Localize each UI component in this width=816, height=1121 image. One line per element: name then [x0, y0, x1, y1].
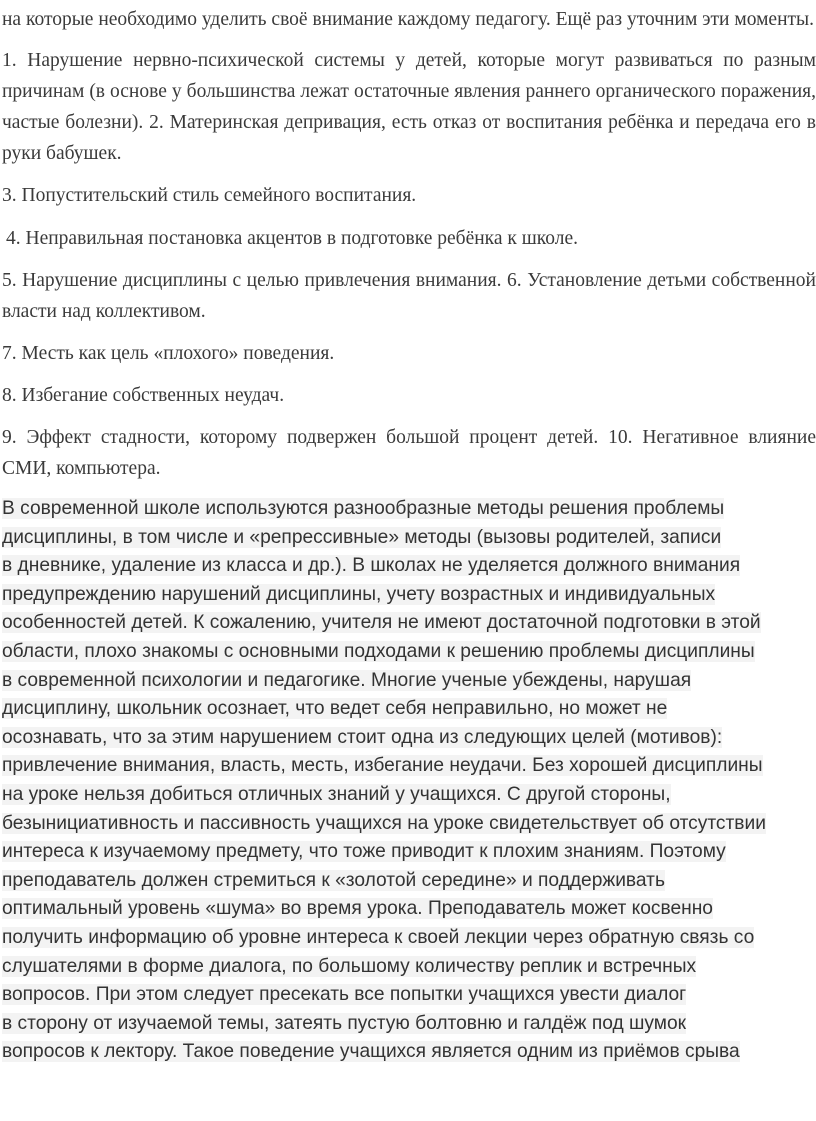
body-line: особенностей детей. К сожалению, учителя не имеют достаточной подготовки в этой	[2, 612, 761, 634]
body-paragraph	[0, 495, 816, 1067]
body-line: в сторону от изучаемой темы, затеять пустую болтовню и галдёж под шумок	[2, 1012, 687, 1034]
body-line: преподаватель должен стремиться к «золотой середине» и поддерживать	[2, 869, 665, 891]
body-line: получить информацию об уровне интереса к своей лекции через обратную связь со	[2, 926, 755, 948]
body-line: в дневнике, удаление из класса и др.). В школах не уделяется должного внимания	[2, 555, 741, 577]
intro-paragraph: на которые необходимо уделить своё внимание каждому педагогу. Ещё раз уточним эти моменты.	[2, 9, 815, 30]
body-line: оптимальный уровень «шума» во время урока. Преподаватель может косвенно	[2, 898, 713, 920]
list-item-4: 4. Неправильная постановка акцентов в подготовке ребёнка к школе.	[6, 228, 578, 249]
body-line: вопросов. При этом следует пресекать все попытки учащихся увести диалог	[2, 984, 687, 1006]
body-line: интереса к изучаемому предмету, что тоже приводит к плохим знаниям. Поэтому	[2, 841, 726, 863]
body-line: области, плохо знакомы с основными подходами к решению проблемы дисциплины	[2, 640, 755, 662]
body-line: вопросов к лектору. Такое поведение учащихся является одним из приёмов срыва	[2, 1041, 740, 1063]
body-line: В современной школе используются разнообразные методы решения проблемы	[2, 498, 725, 519]
list-item-3: 3. Попустительский стиль семейного воспитания.	[2, 185, 417, 206]
body-line: предупреждению нарушений дисциплины, учету возрастных и индивидуальных	[2, 583, 716, 605]
list-item-5-6: 5. Нарушение дисциплины с целью привлечения внимания. 6. Установление детьми собственной власти над коллективом.	[2, 270, 816, 322]
list-item-9-10: 9. Эффект стадности, которому подвержен большой процент детей. 10. Негативное влияние СМИ, компьютера.	[2, 427, 816, 479]
body-line: привлечение внимания, власть, месть, избегание неудачи. Без хорошей дисциплины	[2, 755, 763, 777]
body-line: осознавать, что за этим нарушением стоит одна из следующих целей (мотивов):	[2, 726, 723, 748]
body-line: слушателями в форме диалога, по большому количеству реплик и встречных	[2, 955, 697, 977]
body-line: на уроке нельзя добиться отличных знаний у учащихся. С другой стороны,	[2, 783, 671, 805]
body-line: дисциплину, школьник осознает, что ведет себя неправильно, но может не	[2, 698, 668, 720]
list-item-8: 8. Избегание собственных неудач.	[2, 385, 285, 406]
body-line: в современной психологии и педагогике. Многие ученые убеждены, нарушая	[2, 669, 692, 691]
body-line: безынициативность и пассивность учащихся на уроке свидетельствует об отсутствии	[2, 812, 766, 834]
list-item-1-2: 1. Нарушение нервно-психической системы у детей, которые могут развиваться по разным причинам (в основе у большинства лежат остаточные явления раннего органического поражения, частые болезни). 2. Материнская депривация, есть отказ от воспитания ребёнка и передача его в руки бабушек.	[2, 50, 816, 164]
body-line: дисциплины, в том числе и «репрессивные» методы (вызовы родителей, записи	[2, 526, 722, 548]
list-item-7: 7. Месть как цель «плохого» поведения.	[2, 343, 335, 364]
